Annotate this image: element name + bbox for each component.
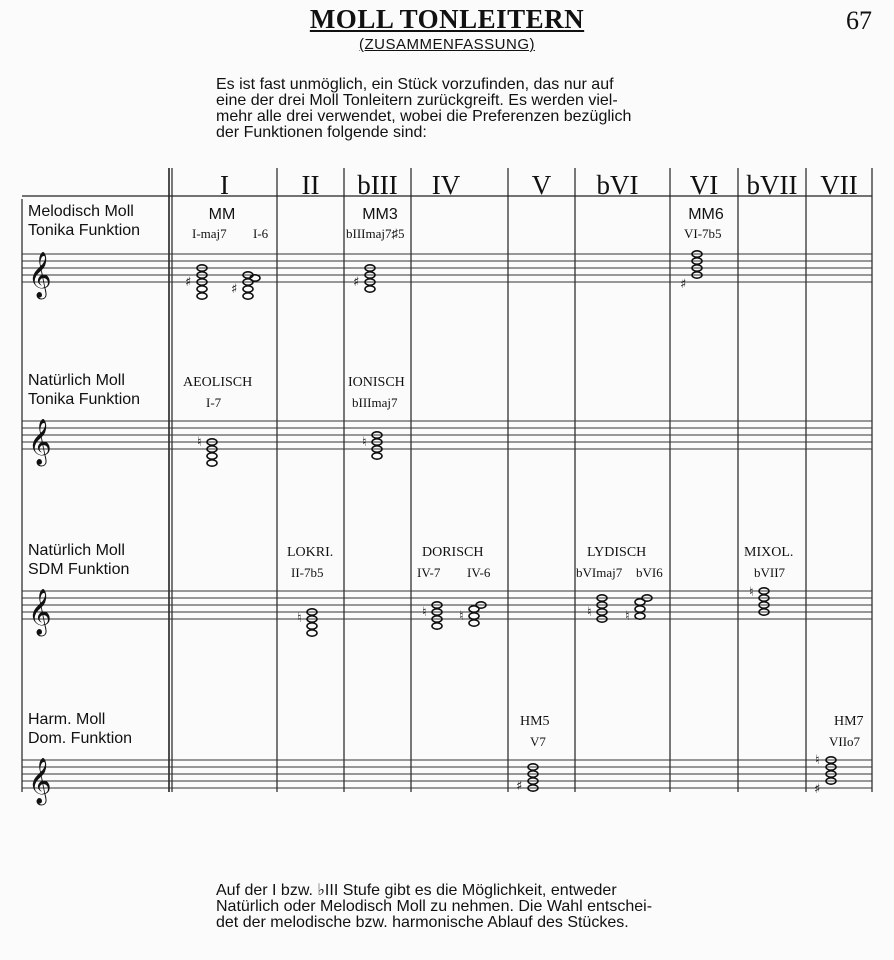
chord-vii-o7 — [826, 757, 836, 784]
mode-name: MM6 — [688, 206, 724, 223]
natural-icon: ♮ — [587, 605, 592, 620]
chord-symbol: I-7 — [206, 395, 222, 410]
treble-clef-icon: 𝄞 — [28, 758, 52, 804]
mode-name: DORISCH — [422, 545, 484, 560]
degree-header: IV — [431, 170, 461, 200]
mode-name: IONISCH — [348, 375, 405, 390]
sharp-icon: ♯ — [680, 277, 687, 292]
page-subtitle: (ZUSAMMENFASSUNG) — [358, 36, 535, 53]
degree-header: VII — [820, 170, 858, 200]
chord-bvi-6 — [635, 595, 652, 619]
chord-i-6 — [243, 272, 260, 299]
intro-line: eine der drei Moll Tonleitern zurückgreift. Es werden viel- — [216, 92, 618, 109]
chord-vi-7b5 — [692, 251, 702, 278]
mode-name: MIXOL. — [744, 545, 794, 560]
natural-icon: ♮ — [625, 609, 630, 624]
chord-symbol: II-7b5 — [291, 565, 324, 580]
row-label-natuerlich-tonika: Natürlich Moll Tonika Funktion — [28, 372, 141, 408]
page-number: 67 — [846, 6, 872, 35]
chord-symbol: I-maj7 — [192, 226, 227, 241]
degree-header: bVII — [746, 170, 798, 200]
row-label-natuerlich-sdm: Natürlich Moll SDM Funktion — [28, 542, 130, 578]
degree-header: II — [301, 170, 320, 200]
natural-icon: ♮ — [197, 435, 202, 450]
chord-iv-6 — [469, 602, 486, 626]
degree-header: I — [220, 170, 229, 200]
chord-symbol: VI-7b5 — [684, 226, 722, 241]
sharp-icon: ♯ — [516, 779, 523, 794]
intro-line: der Funktionen folgende sind: — [216, 124, 427, 141]
chord-symbol: bVImaj7 — [576, 565, 623, 580]
sharp-icon: ♯ — [814, 782, 821, 797]
chord-bvi-maj7 — [597, 595, 607, 622]
natural-icon: ♮ — [749, 585, 754, 600]
staff-3 — [22, 591, 872, 619]
page-title: MOLL TONLEITERN — [309, 4, 585, 34]
natural-icon: ♮ — [362, 435, 367, 450]
treble-clef-icon: 𝄞 — [28, 419, 52, 465]
chord-symbol: V7 — [530, 734, 546, 749]
chord-biii-maj7 — [372, 432, 382, 459]
mode-name: HM7 — [834, 714, 864, 729]
degree-header: V — [531, 170, 552, 200]
mode-name: MM3 — [362, 206, 398, 223]
chord-symbol: IV-6 — [467, 565, 491, 580]
sharp-icon: ♯ — [353, 275, 360, 290]
chord-symbol: IV-7 — [417, 565, 441, 580]
chord-symbol: bIIImaj7♯5 — [346, 226, 405, 241]
chord-symbol: bIIImaj7 — [352, 395, 398, 410]
chord-i-7 — [207, 439, 217, 466]
footer-line: det der melodische bzw. harmonische Ablauf des Stückes. — [216, 914, 629, 931]
mode-name: AEOLISCH — [183, 375, 253, 390]
mode-name: LYDISCH — [587, 545, 647, 560]
intro-line: Es ist fast unmöglich, ein Stück vorzufinden, das nur auf — [216, 76, 614, 93]
footer-line: Natürlich oder Melodisch Moll zu nehmen. Die Wahl entschei- — [216, 898, 653, 915]
chord-biii-maj7-sharp5 — [365, 265, 375, 292]
staff-1 — [22, 254, 872, 282]
chord-symbol: VIIo7 — [829, 734, 861, 749]
staff-2 — [22, 421, 872, 449]
staff-4 — [22, 760, 872, 788]
chord-v-7 — [528, 764, 538, 791]
natural-icon: ♮ — [422, 605, 427, 620]
treble-clef-icon: 𝄞 — [28, 252, 52, 298]
row-label-harm-dom: Harm. Moll Dom. Funktion — [28, 711, 133, 747]
natural-icon: ♮ — [815, 753, 820, 768]
chord-symbol: I-6 — [253, 226, 269, 241]
chord-ii-7b5 — [307, 609, 317, 636]
sharp-icon: ♯ — [185, 275, 192, 290]
intro-line: mehr alle drei verwendet, wobei die Preferenzen bezüglich — [216, 108, 632, 125]
chord-symbol: bVI6 — [636, 565, 663, 580]
chord-bvii-7 — [759, 588, 769, 615]
degree-header: bVI — [596, 170, 639, 200]
degree-header: bIII — [357, 170, 398, 200]
chord-iv-7 — [432, 602, 442, 629]
degree-header: VI — [689, 170, 719, 200]
mode-name: LOKRI. — [287, 545, 334, 560]
footer-paragraph — [216, 883, 652, 931]
row-label-melodisch-tonika: Melodisch Moll Tonika Funktion — [28, 203, 141, 239]
sharp-icon: ♯ — [231, 282, 238, 297]
chord-symbol: bVII7 — [754, 565, 786, 580]
footer-line: Auf der I bzw. ♭III Stufe gibt es die Möglichkeit, entweder — [216, 882, 617, 899]
natural-icon: ♮ — [459, 609, 464, 624]
treble-clef-icon: 𝄞 — [28, 589, 52, 635]
mode-name: HM5 — [520, 714, 550, 729]
mode-name: MM — [208, 206, 236, 223]
natural-icon: ♮ — [297, 611, 302, 626]
